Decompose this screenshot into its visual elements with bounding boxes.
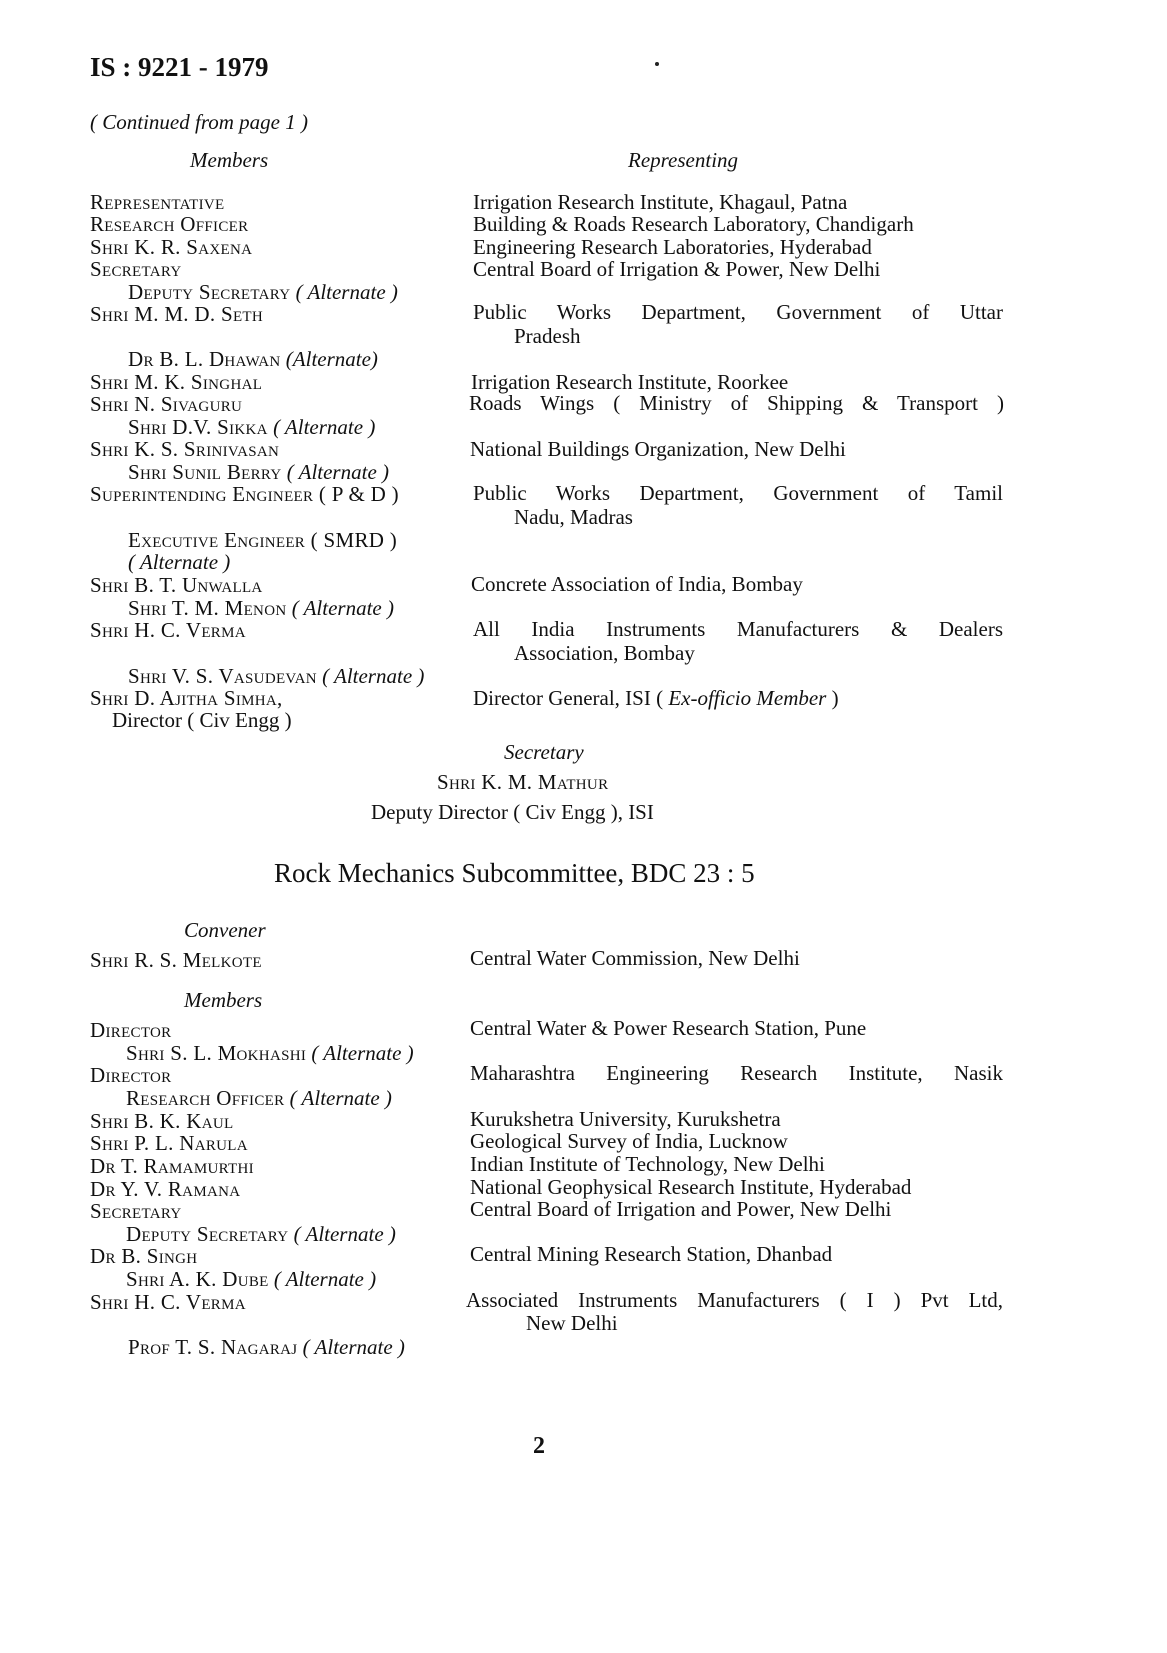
speck-mark [655, 62, 659, 66]
member-representing: Central Board of Irrigation and Power, New Delhi [470, 1197, 892, 1221]
alternate-member [128, 460, 389, 484]
member-representing: Indian Institute of Technology, New Delhi [470, 1152, 825, 1176]
member-name: Dr B. L. Dhawan [128, 347, 281, 371]
alternate-tag: ( Alternate ) [311, 1041, 414, 1065]
member-representing: Maharashtra Engineering Research Institute, Nasik [470, 1061, 1003, 1085]
member-representing: Central Water & Power Research Station, Pune [470, 1016, 867, 1040]
member-name: Secretary [90, 1199, 182, 1223]
member-representing: Associated Instruments Manufacturers ( I ) Pvt Ltd, [466, 1288, 1003, 1312]
alternate-member [126, 1041, 414, 1065]
alternate-member [128, 415, 375, 439]
member-name: Shri K. R. Saxena [90, 235, 253, 259]
secretary-label: Secretary [504, 740, 584, 764]
member-representing: Central Mining Research Station, Dhanbad [470, 1242, 833, 1266]
member-representing: Irrigation Research Institute, Khagaul, Patna [473, 190, 848, 214]
secretary-title: Deputy Director ( Civ Engg ), ISI [371, 800, 654, 824]
alternate-member [126, 1267, 376, 1291]
alternate-member [126, 1086, 392, 1110]
member-name: Shri V. S. Vasudevan [128, 664, 317, 688]
alternate-tag: ( Alternate ) [302, 1335, 405, 1359]
convener-heading: Convener [184, 918, 266, 942]
alternate-member [128, 347, 378, 371]
member-representing: National Geophysical Research Institute, Hyderabad [470, 1175, 912, 1199]
member-name: Prof T. S. Nagaraj [128, 1335, 298, 1359]
member-name: Superintending Engineer ( P & D ) [90, 482, 399, 506]
member-representing: All India Instruments Manufacturers & Dealers [473, 617, 1003, 641]
member-representing: Concrete Association of India, Bombay [471, 572, 803, 596]
secretary-name: Shri K. M. Mathur [437, 770, 609, 794]
member-name: Deputy Secretary [126, 1222, 289, 1246]
alternate-tag: (Alternate) [285, 347, 378, 371]
member-name: Representative [90, 190, 225, 214]
member-representing: Engineering Research Laboratories, Hyderabad [473, 235, 872, 259]
member-name: Secretary [90, 257, 182, 281]
member-name: Shri K. S. Srinivasan [90, 437, 280, 461]
member-name: Shri D. Ajitha Simha, [90, 686, 283, 710]
members-heading-sub: Members [184, 988, 263, 1012]
member-representing: National Buildings Organization, New Delhi [470, 437, 846, 461]
member-name: Shri B. K. Kaul [90, 1109, 234, 1133]
member-representing: Public Works Department, Government of Uttar [473, 300, 1003, 324]
member-representing: Building & Roads Research Laboratory, Chandigarh [473, 212, 914, 236]
member-name: Deputy Secretary [128, 280, 291, 304]
rep-text-close: ) [826, 686, 839, 710]
member-name: Shri B. T. Unwalla [90, 573, 263, 597]
alternate-tag: ( Alternate ) [128, 550, 231, 574]
alternate-member [128, 664, 424, 688]
convener-name: Shri R. S. Melkote [90, 948, 262, 972]
member-representing-cont: Nadu, Madras [514, 505, 633, 529]
member-name: Dr B. Singh [90, 1244, 198, 1268]
document-code: IS : 9221 - 1979 [90, 52, 269, 82]
member-name: Shri M. M. D. Seth [90, 302, 264, 326]
representing-heading: Representing [628, 148, 739, 172]
member-representing [473, 686, 839, 710]
member-name: Shri H. C. Verma [90, 1290, 246, 1314]
member-representing: Public Works Department, Government of Tamil [473, 481, 1003, 505]
alternate-tag: ( Alternate ) [291, 596, 394, 620]
alternate-tag: ( Alternate ) [286, 460, 390, 484]
alternate-member [128, 596, 394, 620]
member-representing-cont: Association, Bombay [514, 641, 695, 665]
member-representing-cont: Pradesh [514, 324, 581, 348]
member-name: Shri N. Sivaguru [90, 392, 243, 416]
alternate-tag: ( Alternate ) [273, 415, 376, 439]
member-name: Dr Y. V. Ramana [90, 1177, 241, 1201]
member-representing-cont: New Delhi [526, 1311, 618, 1335]
subcommittee-heading: Rock Mechanics Subcommittee, BDC 23 : 5 [274, 858, 755, 888]
alternate-tag: ( Alternate ) [289, 1086, 392, 1110]
member-name: Shri D.V. Sikka [128, 415, 268, 439]
member-name: Research Officer [126, 1086, 285, 1110]
member-name: Director [90, 1063, 172, 1087]
member-designation: Director ( Civ Engg ) [112, 708, 292, 732]
member-name: Shri P. L. Narula [90, 1131, 248, 1155]
member-name: Shri H. C. Verma [90, 618, 246, 642]
member-name: Shri M. K. Singhal [90, 370, 263, 394]
page-number: 2 [533, 1433, 545, 1459]
alternate-tag: ( Alternate ) [273, 1267, 377, 1291]
member-name: Shri A. K. Dube [126, 1267, 269, 1291]
continued-note: ( Continued from page 1 ) [90, 110, 308, 134]
members-heading: Members [190, 148, 269, 172]
rep-text: Director General, ISI ( [473, 686, 669, 710]
member-representing: Central Board of Irrigation & Power, New Delhi [473, 257, 881, 281]
member-name: Dr T. Ramamurthi [90, 1154, 254, 1178]
alternate-member [126, 1222, 396, 1246]
member-representing: Geological Survey of India, Lucknow [470, 1129, 788, 1153]
member-name: Research Officer [90, 212, 249, 236]
alternate-tag: ( Alternate ) [295, 280, 398, 304]
alternate-tag: ( Alternate ) [293, 1222, 396, 1246]
ex-officio-tag: Ex-officio Member [668, 686, 827, 710]
alternate-member [128, 1335, 405, 1359]
member-name: Shri Sunil Berry [128, 460, 282, 484]
alternate-member [128, 280, 398, 304]
member-representing: Irrigation Research Institute, Roorkee [471, 370, 789, 394]
member-name: Director [90, 1018, 172, 1042]
member-name: Executive Engineer ( SMRD ) [128, 528, 398, 552]
member-name: Shri T. M. Menon [128, 596, 287, 620]
alternate-tag: ( Alternate ) [322, 664, 425, 688]
member-name: Shri S. L. Mokhashi [126, 1041, 307, 1065]
member-representing: Roads Wings ( Ministry of Shipping & Transport ) [469, 391, 1004, 415]
member-representing: Kurukshetra University, Kurukshetra [470, 1107, 781, 1131]
convener-representing: Central Water Commission, New Delhi [470, 946, 800, 970]
